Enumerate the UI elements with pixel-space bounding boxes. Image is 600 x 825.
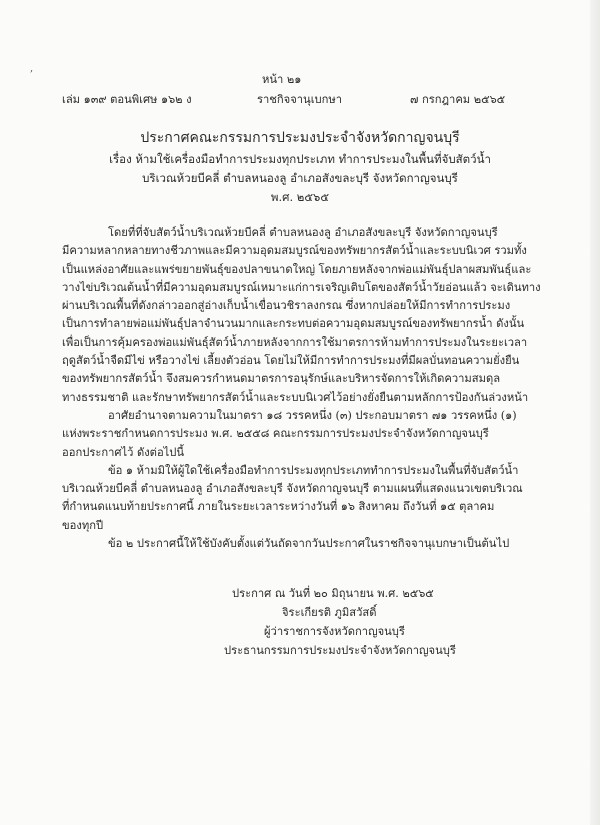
clause-1-line: ของทุกปี xyxy=(62,518,104,532)
page-number: หน้า ๒๑ xyxy=(262,73,302,86)
subject-year: พ.ศ. ๒๕๖๕ xyxy=(270,190,330,204)
body-text xyxy=(62,224,542,553)
page-edge-shadow xyxy=(590,0,600,825)
paragraph-line: เป็นแหล่งอาศัยและแพร่ขยายพันธุ์ของปลาขนาดใหญ่ โดยภายหลังจากพ่อแม่พันธุ์ปลาผสมพันธุ์และ xyxy=(62,262,532,276)
announcement-date: ประกาศ ณ วันที่ ๒๐ มิถุนายน พ.ศ. ๒๕๖๕ xyxy=(232,587,434,600)
signer-position: ผู้ว่าราชการจังหวัดกาญจนบุรี xyxy=(264,625,405,638)
volume-info: เล่ม ๑๓๙ ตอนพิเศษ ๑๖๒ ง xyxy=(62,93,192,106)
subject-line-2: บริเวณห้วยบีคลี่ ตำบลหนองลู อำเภอสังขละบุรี จังหวัดกาญจนบุรี xyxy=(142,171,458,185)
paragraph-line: ผ่านบริเวณพื้นที่ดังกล่าวออกสู่อ่างเก็บน้ำเขื่อนวชิราลงกรณ ซึ่งหากปล่อยให้มีการทำการประมง xyxy=(62,299,511,313)
paragraph-line: โดยที่ที่จับสัตว์น้ำบริเวณห้วยบีคลี่ ตำบลหนองลู อำเภอสังขละบุรี จังหวัดกาญจนบุรี xyxy=(108,226,498,239)
paragraph-line: ของทรัพยากรสัตว์น้ำ จึงสมควรกำหนดมาตรการอนุรักษ์และบริหารจัดการให้เกิดความสมดุล xyxy=(62,372,501,386)
paragraph-line: วางไข่บริเวณต้นน้ำที่มีความอุดมสมบูรณ์เหมาะแก่การเจริญเติบโตของสัตว์น้ำวัยอ่อนแล้ว จะเดินทาง xyxy=(62,280,541,294)
paragraph-line: อาศัยอำนาจตามความในมาตรา ๑๘ วรรคหนึ่ง (๓) ประกอบมาตรา ๗๑ วรรคหนึ่ง (๑) xyxy=(108,408,517,422)
announcement-title: ประกาศคณะกรรมการประมงประจำจังหวัดกาญจนบุรี xyxy=(140,130,460,146)
signer-committee-position: ประธานกรรมการประมงประจำจังหวัดกาญจนบุรี xyxy=(224,644,456,657)
margin-mark: , xyxy=(30,63,34,74)
paragraph-line: แห่งพระราชกำหนดการประมง พ.ศ. ๒๕๕๘ คณะกรรมการประมงประจำจังหวัดกาญจนบุรี xyxy=(62,427,489,441)
paragraph-line: เพื่อเป็นการคุ้มครองพ่อแม่พันธุ์สัตว์น้ำภายหลังจากการใช้มาตรการห้ามทำการประมงในระยะเวลา xyxy=(62,335,528,349)
signer-name: จิระเกียรติ ภูมิสวัสดิ์ xyxy=(282,606,377,619)
clause-2-line: ข้อ ๒ ประกาศนี้ให้ใช้บังคับตั้งแต่วันถัดจากวันประกาศในราชกิจจานุเบกษาเป็นต้นไป xyxy=(108,537,510,551)
clause-1-line: ที่กำหนดแนบท้ายประกาศนี้ ภายในระยะเวลาระหว่างวันที่ ๑๖ สิงหาคม ถึงวันที่ ๑๕ ตุลาคม xyxy=(62,500,495,514)
paragraph-line: เป็นการทำลายพ่อแม่พันธุ์ปลาจำนวนมากและกระทบต่อความอุดมสมบูรณ์ของทรัพยากรน้ำ ดังนั้น xyxy=(62,317,525,331)
clause-1-line: ข้อ ๑ ห้ามมิให้ผู้ใดใช้เครื่องมือทำการประมงทุกประเภททำการประมงในพื้นที่จับสัตว์น้ำ xyxy=(108,463,519,477)
subject-line-1: เรื่อง ห้ามใช้เครื่องมือทำการประมงทุกประเภท ทำการประมงในพื้นที่จับสัตว์น้ำ xyxy=(109,152,491,166)
clause-1-line: บริเวณห้วยบีคลี่ ตำบลหนองลู อำเภอสังขละบุรี จังหวัดกาญจนบุรี ตามแผนที่แสดงแนวเขตบริเวณ xyxy=(62,482,523,496)
paragraph-line: ทางธรรมชาติ และรักษาทรัพยากรสัตว์น้ำและระบบนิเวศไว้อย่างยั่งยืนตามหลักการป้องกันล่วงหน้า xyxy=(62,390,529,404)
paragraph-line: ฤดูสัตว์น้ำจืดมีไข่ หรือวางไข่ เลี้ยงตัวอ่อน โดยไม่ให้มีการทำการประมงที่มีผลบั่นทอนความยั่งยืน xyxy=(62,354,520,368)
paragraph-line: ออกประกาศไว้ ดังต่อไปนี้ xyxy=(62,445,185,459)
gazette-name: ราชกิจจานุเบกษา xyxy=(257,93,343,106)
publish-date: ๗ กรกฎาคม ๒๕๖๕ xyxy=(410,93,506,106)
paragraph-line: มีความหลากหลายทางชีวภาพและมีความอุดมสมบูรณ์ของทรัพยากรสัตว์น้ำและระบบนิเวศ รวมทั้ง xyxy=(62,244,527,258)
